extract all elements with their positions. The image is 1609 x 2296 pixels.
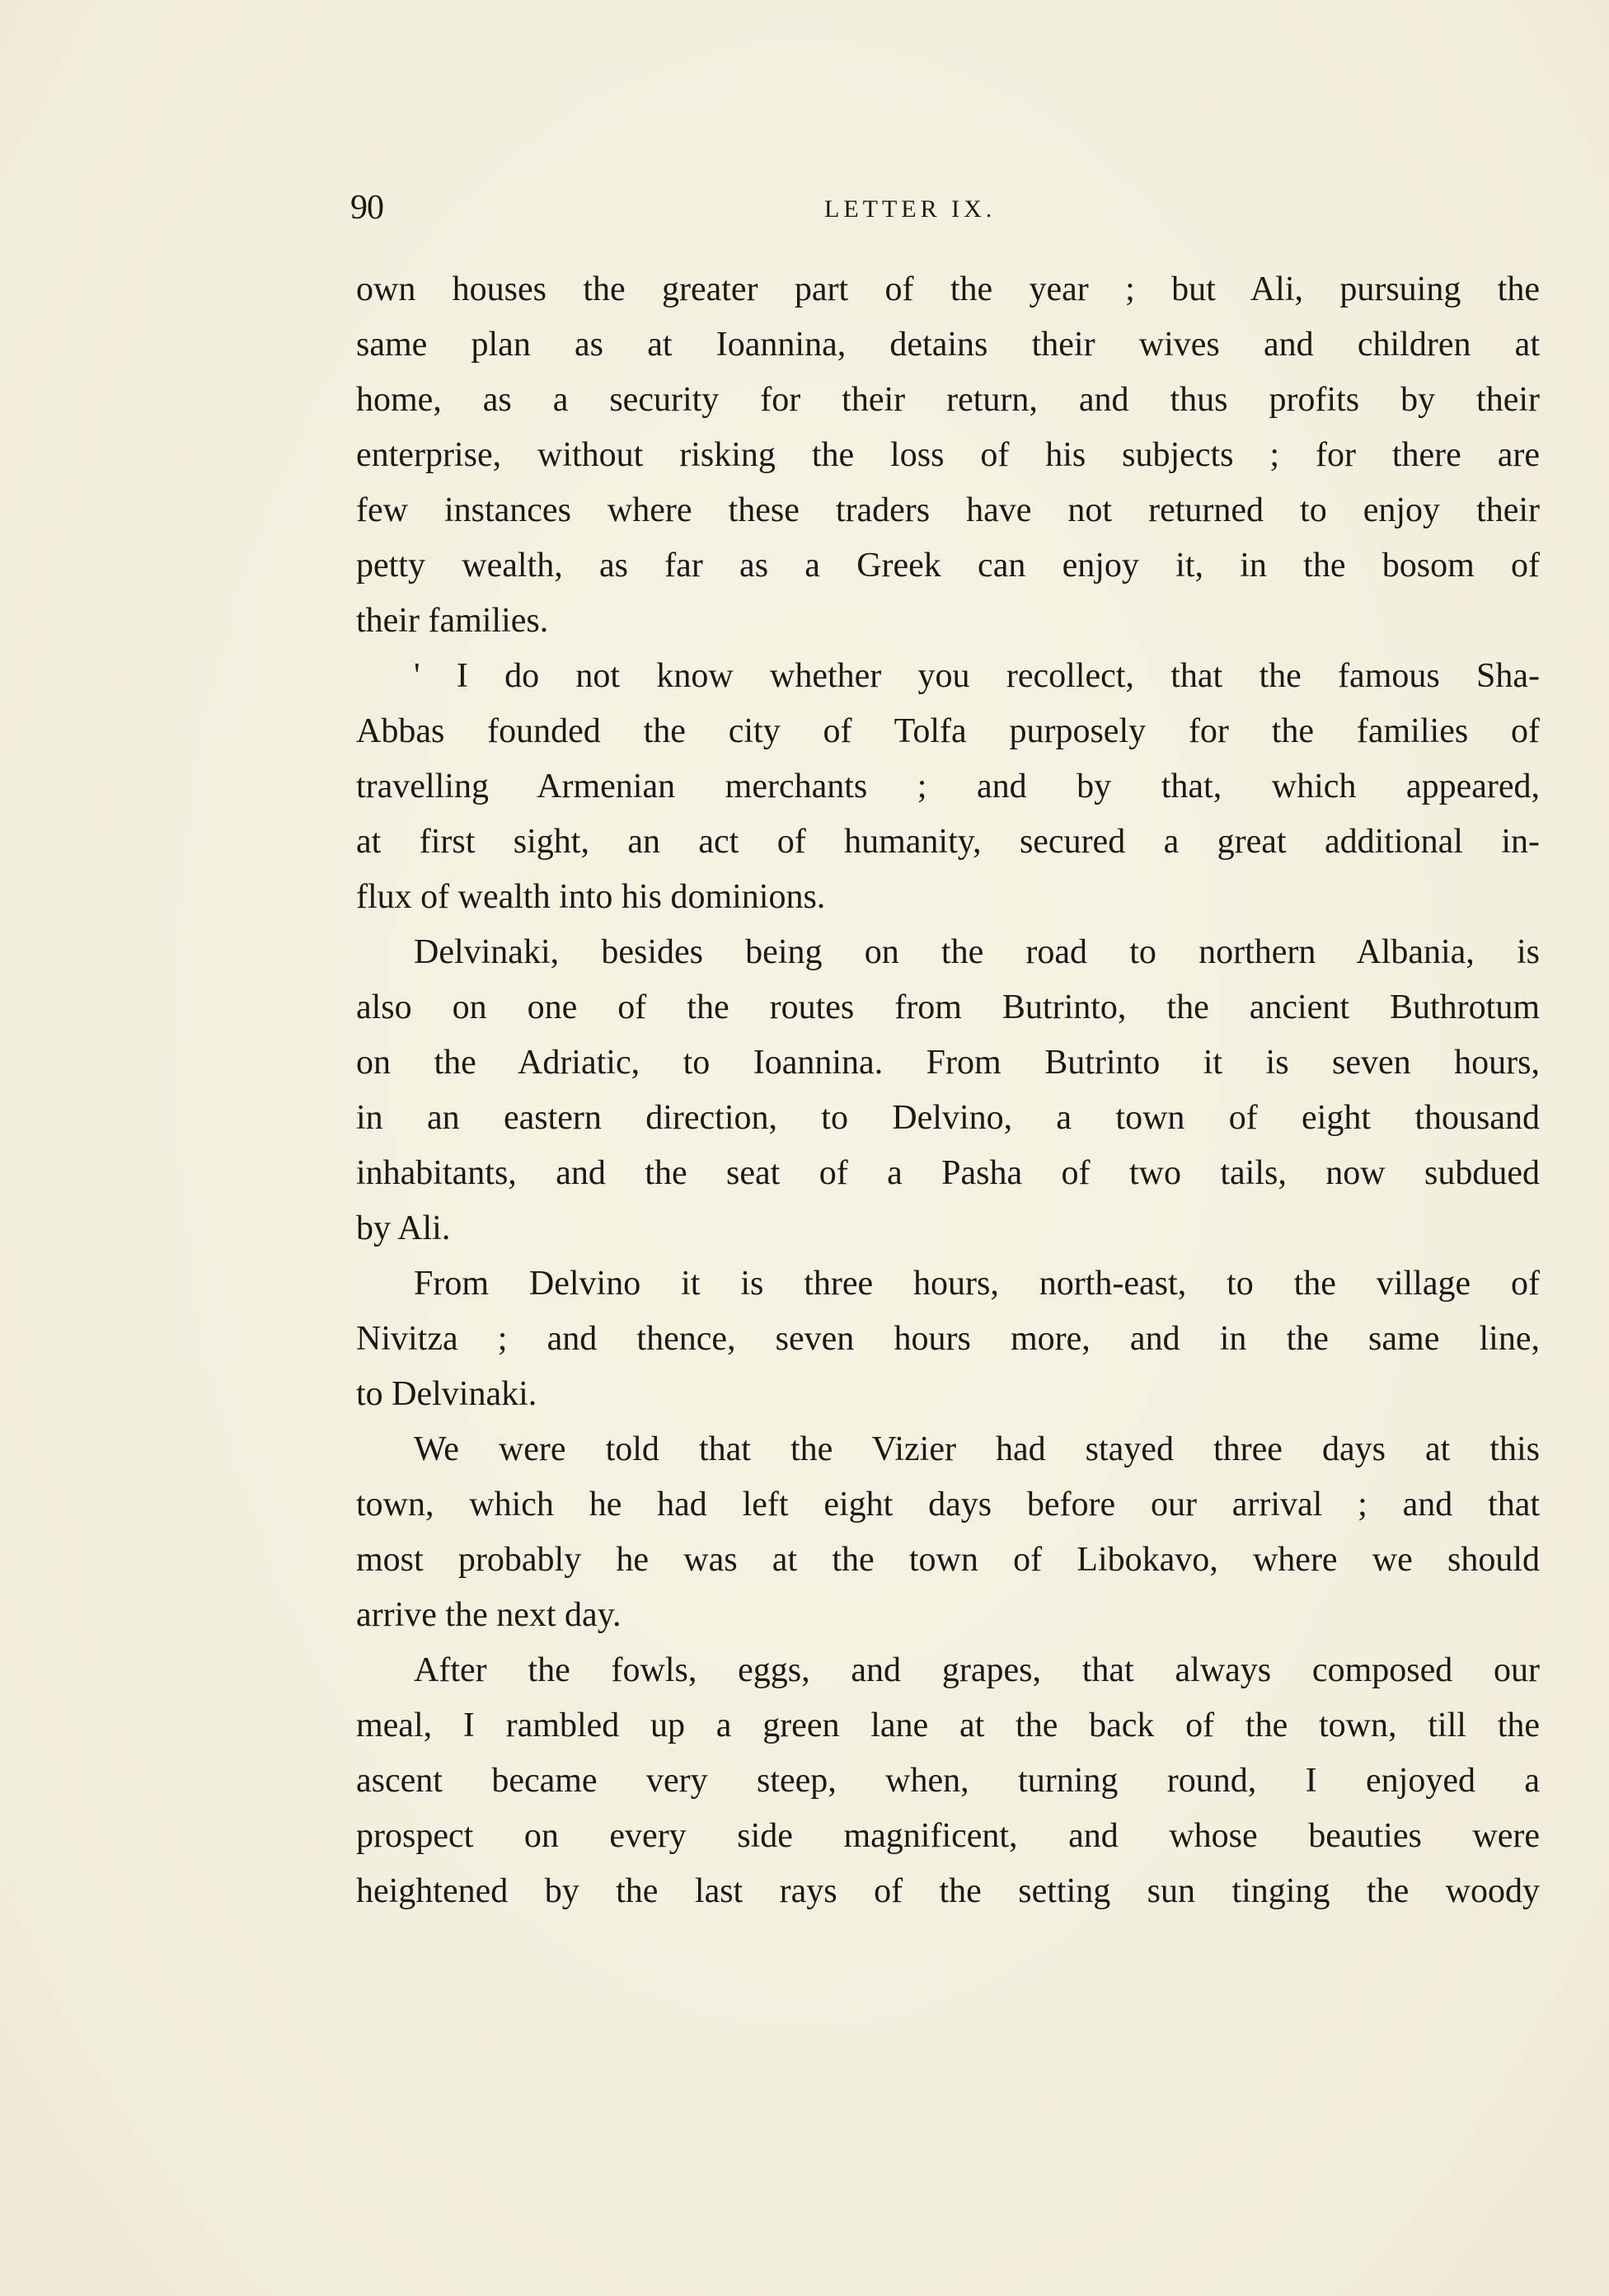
- text-line: arrive the next day.: [356, 1596, 622, 1634]
- running-head: [350, 183, 1537, 232]
- text-line: at first sight, an act of humanity, secured a great additional in-: [356, 823, 1540, 861]
- text-line: ascent became very steep, when, turning round, I enjoyed a: [356, 1762, 1540, 1800]
- text-line: to Delvinaki.: [356, 1375, 537, 1413]
- text-line: most probably he was at the town of Libokavo, where we should: [356, 1541, 1540, 1579]
- text-line: enterprise, without risking the loss of his subjects ; for there are: [356, 436, 1540, 474]
- text-line: travelling Armenian merchants ; and by that, which appeared,: [356, 768, 1540, 805]
- text-line: in an eastern direction, to Delvino, a town of eight thousand: [356, 1099, 1540, 1137]
- text-line: by Ali.: [356, 1209, 451, 1247]
- text-line: inhabitants, and the seat of a Pasha of two tails, now subdued: [356, 1154, 1540, 1192]
- text-line: Nivitza ; and thence, seven hours more, and in the same line,: [356, 1320, 1540, 1358]
- text-line: Delvinaki, besides being on the road to northern Albania, is: [414, 933, 1540, 971]
- text-line: After the fowls, eggs, and grapes, that always composed our: [414, 1651, 1540, 1689]
- body-text: [356, 262, 1540, 1919]
- text-line: prospect on every side magnificent, and whose beauties were: [356, 1817, 1540, 1855]
- chapter-title: LETTER IX.: [824, 195, 997, 223]
- text-line: Abbas founded the city of Tolfa purposely for the families of: [356, 712, 1540, 750]
- text-line: on the Adriatic, to Ioannina. From Butrinto it is seven hours,: [356, 1044, 1540, 1082]
- text-line: same plan as at Ioannina, detains their wives and children at: [356, 326, 1540, 364]
- text-line: From Delvino it is three hours, north-east, to the village of: [414, 1265, 1540, 1303]
- text-line: own houses the greater part of the year ; but Ali, pursuing the: [356, 270, 1540, 308]
- text-line: their families.: [356, 602, 549, 640]
- text-line: We were told that the Vizier had stayed three days at this: [414, 1430, 1540, 1468]
- text-line: home, as a security for their return, and thus profits by their: [356, 381, 1540, 419]
- text-line: also on one of the routes from Butrinto, the ancient Buthrotum: [356, 988, 1540, 1026]
- text-line: petty wealth, as far as a Greek can enjoy it, in the bosom of: [356, 547, 1540, 585]
- text-line: heightened by the last rays of the setting sun tinging the woody: [356, 1872, 1540, 1910]
- text-line: meal, I rambled up a green lane at the back of the town, till the: [356, 1707, 1540, 1744]
- text-line: few instances where these traders have not returned to enjoy their: [356, 491, 1540, 529]
- text-line: ' I do not know whether you recollect, that the famous Sha-: [414, 657, 1540, 695]
- text-line: flux of wealth into his dominions.: [356, 878, 826, 916]
- text-line: town, which he had left eight days before our arrival ; and that: [356, 1486, 1540, 1524]
- page-number: 90: [350, 189, 383, 227]
